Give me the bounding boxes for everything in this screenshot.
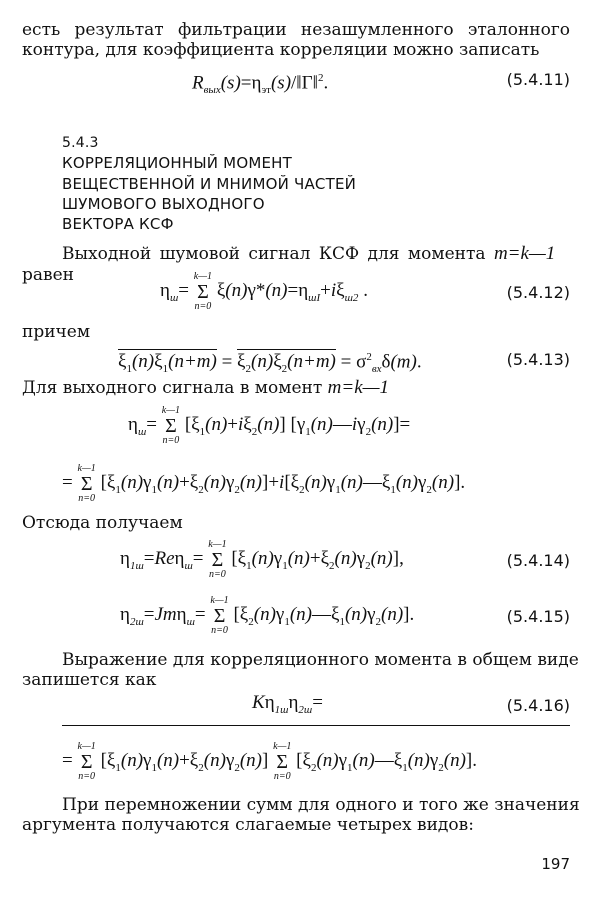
equation-output-signal: $\eta_ш=$ k—1 Σ n=0 $[\xi_1(n)+i\xi_2(n)]$ $[\gamma_1(n)—i\gamma_2(n)]=$: [128, 404, 411, 446]
paragraph-line: Выходной шумовой сигнал КСФ для момента m=k—1: [62, 243, 556, 264]
page-number: 197: [541, 855, 570, 873]
paragraph-line: При перемножении сумм для одного и того же значения: [62, 795, 580, 815]
equation-5-4-16-body: = k—1 Σ n=0 $[\xi_1(n)\gamma_1(n)+\xi_2(n)\gamma_2(n)]$ k—1 Σ n=0 $[\xi_2(n)\gamma_1(n)—\xi_1(n)\gamma_2(n)]$.: [62, 740, 477, 782]
equation-number: (5.4.14): [506, 551, 570, 570]
paragraph-line: аргумента получаются слагаемые четырех видов:: [22, 815, 474, 835]
equation-number: (5.4.13): [506, 350, 570, 369]
paragraph-line: причем: [22, 322, 91, 342]
equation-5-4-13: $\xi_1(n)\xi_1(n+m) = \xi_2(n)\xi_2(n+m) = \sigma^2_{вх}\delta(m)$.: [118, 351, 422, 376]
equation-5-4-15: $\eta_{2ш}=Jm\eta_ш=$ k—1 Σ n=0 $[\xi_2(n)\gamma_1(n)—\xi_1(n)\gamma_2(n)]$.: [120, 594, 415, 636]
overline-rule: [62, 725, 570, 726]
paragraph-line: запишется как: [22, 670, 157, 690]
section-number: 5.4.3: [62, 135, 99, 151]
paragraph-line: есть результат фильтрации незашумленного эталонного: [22, 20, 570, 40]
equation-5-4-12: $\eta_ш=$ k—1 Σ n=0 $\xi(n)\gamma*(n)=\eta_{шI}+i\xi_{ш2}$ .: [160, 270, 368, 312]
paragraph-line: Выражение для корреляционного момента в общем виде: [62, 650, 579, 670]
equation-5-4-11: $R_{вых}(s)=\eta_{эт}(s)/‖Г‖^2$.: [192, 72, 329, 97]
section-heading: ВЕКТОРА КСФ: [62, 215, 174, 233]
equation-output-signal-expanded: = k—1 Σ n=0 $[\xi_1(n)\gamma_1(n)+\xi_2(n)\gamma_2(n)]+i[\xi_2(n)\gamma_1(n)—\xi_1(n)\gamma_2(n)]$.: [62, 462, 466, 504]
equation-5-4-14: $\eta_{1ш}=Re\eta_ш=$ k—1 Σ n=0 $[\xi_1(n)\gamma_1(n)+\xi_2(n)\gamma_2(n)]$,: [120, 538, 404, 580]
equation-number: (5.4.16): [506, 696, 570, 715]
equation-number: (5.4.12): [506, 283, 570, 302]
paragraph-line: контура, для коэффициента корреляции можно записать: [22, 40, 540, 60]
paragraph-line: равен: [22, 265, 74, 285]
equation-number: (5.4.15): [506, 607, 570, 626]
equation-5-4-16: $K\eta_{1ш}\eta_{2ш}=$: [252, 692, 323, 716]
section-heading: ШУМОВОГО ВЫХОДНОГО: [62, 195, 265, 213]
section-heading: ВЕЩЕСТВЕННОЙ И МНИМОЙ ЧАСТЕЙ: [62, 175, 357, 193]
section-heading: КОРРЕЛЯЦИОННЫЙ МОМЕНТ: [62, 154, 292, 172]
paragraph-line: Для выходного сигнала в момент m=k—1: [22, 377, 390, 398]
paragraph-line: Отсюда получаем: [22, 513, 183, 533]
equation-number: (5.4.11): [506, 70, 570, 89]
